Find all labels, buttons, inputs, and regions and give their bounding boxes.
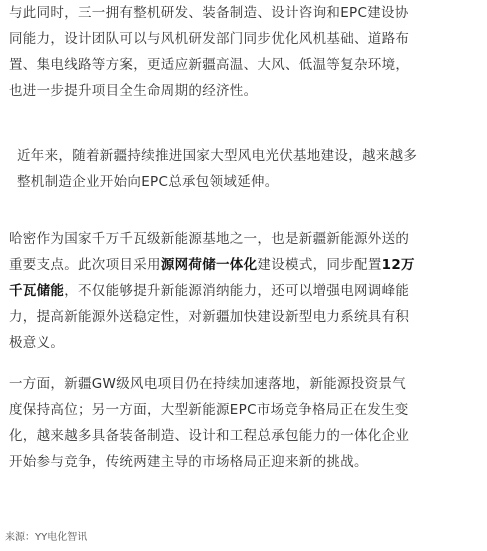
- text-segment: ，不仅能够提升新能源消纳能力，还可以增强电网调峰能: [64, 283, 410, 299]
- text-line: 近年来，随着新疆持续推进国家大型风电光伏基地建设，越来越多: [17, 148, 418, 164]
- text-line: 置、集电线路等方案，更适应新疆高温、大风、低温等复杂环境，: [9, 57, 410, 73]
- highlight-integration-mode: 源网荷储一体化: [160, 257, 258, 273]
- paragraph-market-competition: [9, 371, 409, 475]
- paragraph-xinjiang-trend: [17, 143, 417, 195]
- highlight-storage-capacity-part2: 千瓦储能: [9, 283, 65, 299]
- text-line: 一方面，新疆GW级风电项目仍在持续加速落地，新能源投资景气: [9, 376, 407, 392]
- text-line: 度保持高位；另一方面，大型新能源EPC市场竞争格局正在发生变: [9, 402, 409, 418]
- text-line: 哈密作为国家千万千瓦级新能源基地之一，也是新疆新能源外送的: [9, 231, 410, 247]
- text-line: 整机制造企业开始向EPC总承包领域延伸。: [17, 174, 279, 190]
- text-line: 与此同时，三一拥有整机研发、装备制造、设计咨询和EPC建设协: [9, 5, 409, 21]
- paragraph-hami-project: [9, 226, 415, 356]
- text-line: 开始参与竞争，传统两建主导的市场格局正迎来新的挑战。: [9, 454, 368, 470]
- text-line: 同能力，设计团队可以与风机研发部门同步优化风机基础、道路布: [9, 31, 410, 47]
- text-line: 化，越来越多具备装备制造、设计和工程总承包能力的一体化企业: [9, 428, 410, 444]
- text-line: [9, 252, 415, 278]
- text-line: 极意义。: [9, 335, 65, 351]
- paragraph-sany-capability: [9, 0, 409, 104]
- text-line: 力，提高新能源外送稳定性，对新疆加快建设新型电力系统具有积: [9, 309, 410, 325]
- text-segment: 建设模式，同步配置: [257, 257, 382, 273]
- text-line: 也进一步提升项目全生命周期的经济性。: [9, 83, 258, 99]
- source-attribution: 来源：YY电化智讯: [5, 532, 88, 543]
- text-line: [9, 278, 415, 304]
- text-segment: 重要支点。此次项目采用: [9, 257, 161, 273]
- highlight-storage-capacity-part1: 12万: [381, 257, 415, 273]
